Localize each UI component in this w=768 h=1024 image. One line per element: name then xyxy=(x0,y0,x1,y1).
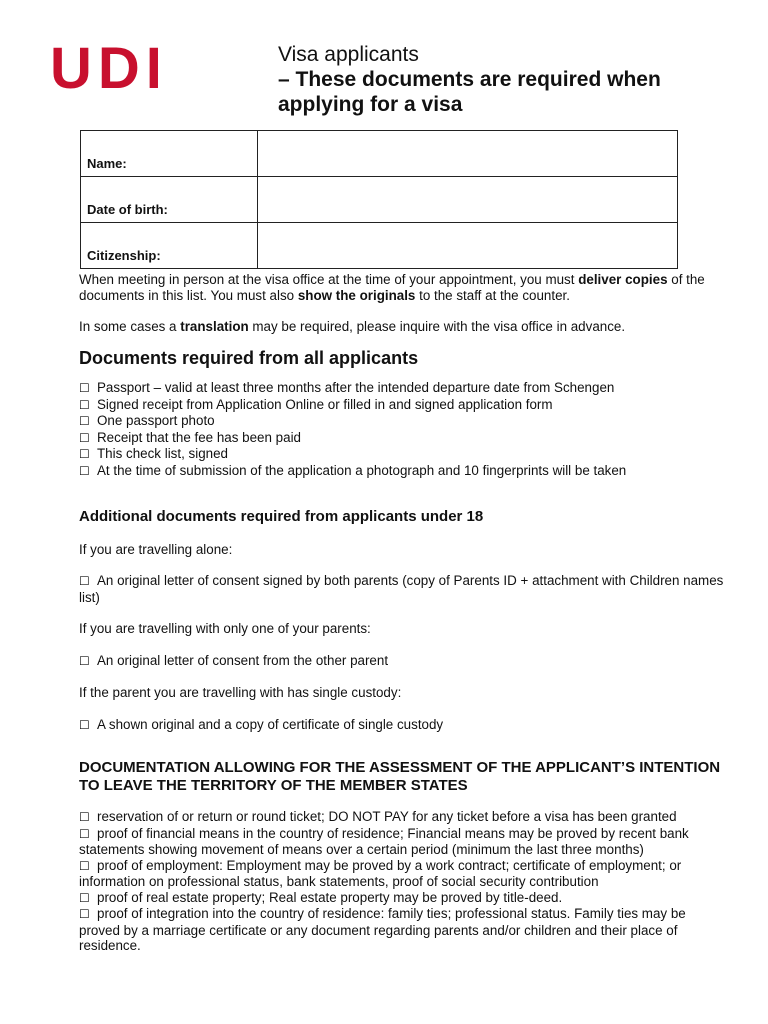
checklist-item[interactable]: ☐ Passport – valid at least three months after the intended departure date from Schengen xyxy=(79,380,615,395)
one-parent-label: If you are travelling with only one of your parents: xyxy=(79,621,371,636)
checkbox-icon[interactable]: ☐ xyxy=(79,858,90,873)
checklist-item[interactable]: ☐ proof of employment: Employment may be proved by a work contract; certificate of employment; or information on professional status, bank statements, proof of social security contribution xyxy=(79,857,682,889)
travelling-alone-label: If you are travelling alone: xyxy=(79,541,233,557)
show-originals-emphasis: show the originals xyxy=(297,287,416,303)
checkbox-icon[interactable]: ☐ xyxy=(79,717,90,732)
checklist-item[interactable]: ☐ Signed receipt from Application Online or filled in and signed application form xyxy=(79,396,553,412)
form-row-citizenship xyxy=(81,223,678,269)
single-custody-label: If the parent you are travelling with has single custody: xyxy=(79,685,402,700)
all-applicants-heading: Documents required from all applicants xyxy=(79,347,419,368)
applicant-info-table xyxy=(80,130,678,269)
translation-emphasis: translation xyxy=(180,319,249,334)
intention-heading: DOCUMENTATION ALLOWING FOR THE ASSESSMENT OF THE APPLICANT’S INTENTION TO LEAVE THE TERRITORY OF THE MEMBER STATES xyxy=(79,759,721,794)
page-title xyxy=(278,42,738,117)
checkbox-icon[interactable]: ☐ xyxy=(79,381,90,395)
checkbox-icon[interactable]: ☐ xyxy=(79,810,90,824)
checklist-item[interactable]: ☐ A shown original and a copy of certificate of single custody xyxy=(79,716,444,732)
deliver-copies-emphasis: deliver copies xyxy=(578,272,668,287)
checklist-item[interactable]: ☐ An original letter of consent from the other parent xyxy=(79,652,389,668)
checkbox-icon[interactable]: ☐ xyxy=(79,463,90,478)
udi-logo: UDI xyxy=(50,36,168,101)
checkbox-icon[interactable]: ☐ xyxy=(79,890,90,905)
checkbox-icon[interactable]: ☐ xyxy=(79,653,90,668)
all-applicants-list xyxy=(79,380,729,479)
date-of-birth-field[interactable] xyxy=(258,177,678,223)
checklist-item[interactable]: ☐ An original letter of consent signed by both parents (copy of Parents ID + attachment with Children names list) xyxy=(79,573,724,605)
document-body xyxy=(79,272,729,954)
name-field[interactable] xyxy=(258,131,678,177)
title-line-1: Visa applicants xyxy=(278,43,419,66)
form-row-dob xyxy=(81,177,678,223)
checkbox-icon[interactable]: ☐ xyxy=(79,826,90,841)
checkbox-icon[interactable]: ☐ xyxy=(79,414,90,428)
checklist-item[interactable]: ☐ proof of integration into the country of residence: family ties; professional status. Family ties may be proved by a marriage certificate or any document regarding parents and/or children and their place of residence. xyxy=(79,906,686,953)
checkbox-icon[interactable]: ☐ xyxy=(79,397,90,412)
checklist-item[interactable]: ☐ reservation of or return or round ticket; DO NOT PAY for any ticket before a visa has been granted xyxy=(79,809,677,824)
citizenship-field[interactable] xyxy=(258,223,678,269)
checklist-item[interactable]: ☐ One passport photo xyxy=(79,413,215,428)
name-label: Name: xyxy=(81,131,258,177)
title-line-2: – These documents are required when applying for a visa xyxy=(278,68,661,116)
checklist-item[interactable]: ☐ This check list, signed xyxy=(79,446,228,461)
checkbox-icon[interactable]: ☐ xyxy=(79,907,90,921)
checkbox-icon[interactable]: ☐ xyxy=(79,430,90,445)
citizenship-label: Citizenship: xyxy=(81,223,258,269)
intention-list xyxy=(79,809,729,954)
checkbox-icon[interactable]: ☐ xyxy=(79,447,90,461)
checklist-item[interactable]: ☐ proof of financial means in the country of residence; Financial means may be proved by recent bank statements showing movement of means over a certain period (minimum the last three months) xyxy=(79,825,689,857)
checklist-item[interactable]: ☐ Receipt that the fee has been paid xyxy=(79,429,301,445)
checklist-item[interactable]: ☐ proof of real estate property; Real estate property may be proved by title-deed. xyxy=(79,889,563,905)
form-row-name xyxy=(81,131,678,177)
checkbox-icon[interactable]: ☐ xyxy=(79,574,90,588)
under-18-heading: Additional documents required from applicants under 18 xyxy=(79,508,484,525)
date-of-birth-label: Date of birth: xyxy=(81,177,258,223)
intro-paragraph-2: In some cases a translation may be required, please inquire with the visa office in advance. xyxy=(79,319,626,334)
intro-paragraph-1: When meeting in person at the visa office at the time of your appointment, you must deliver copies of the documents in this list. You must also show the originals to the staff at the counter. xyxy=(79,272,705,303)
checklist-item[interactable]: ☐ At the time of submission of the application a photograph and 10 fingerprints will be taken xyxy=(79,462,627,478)
